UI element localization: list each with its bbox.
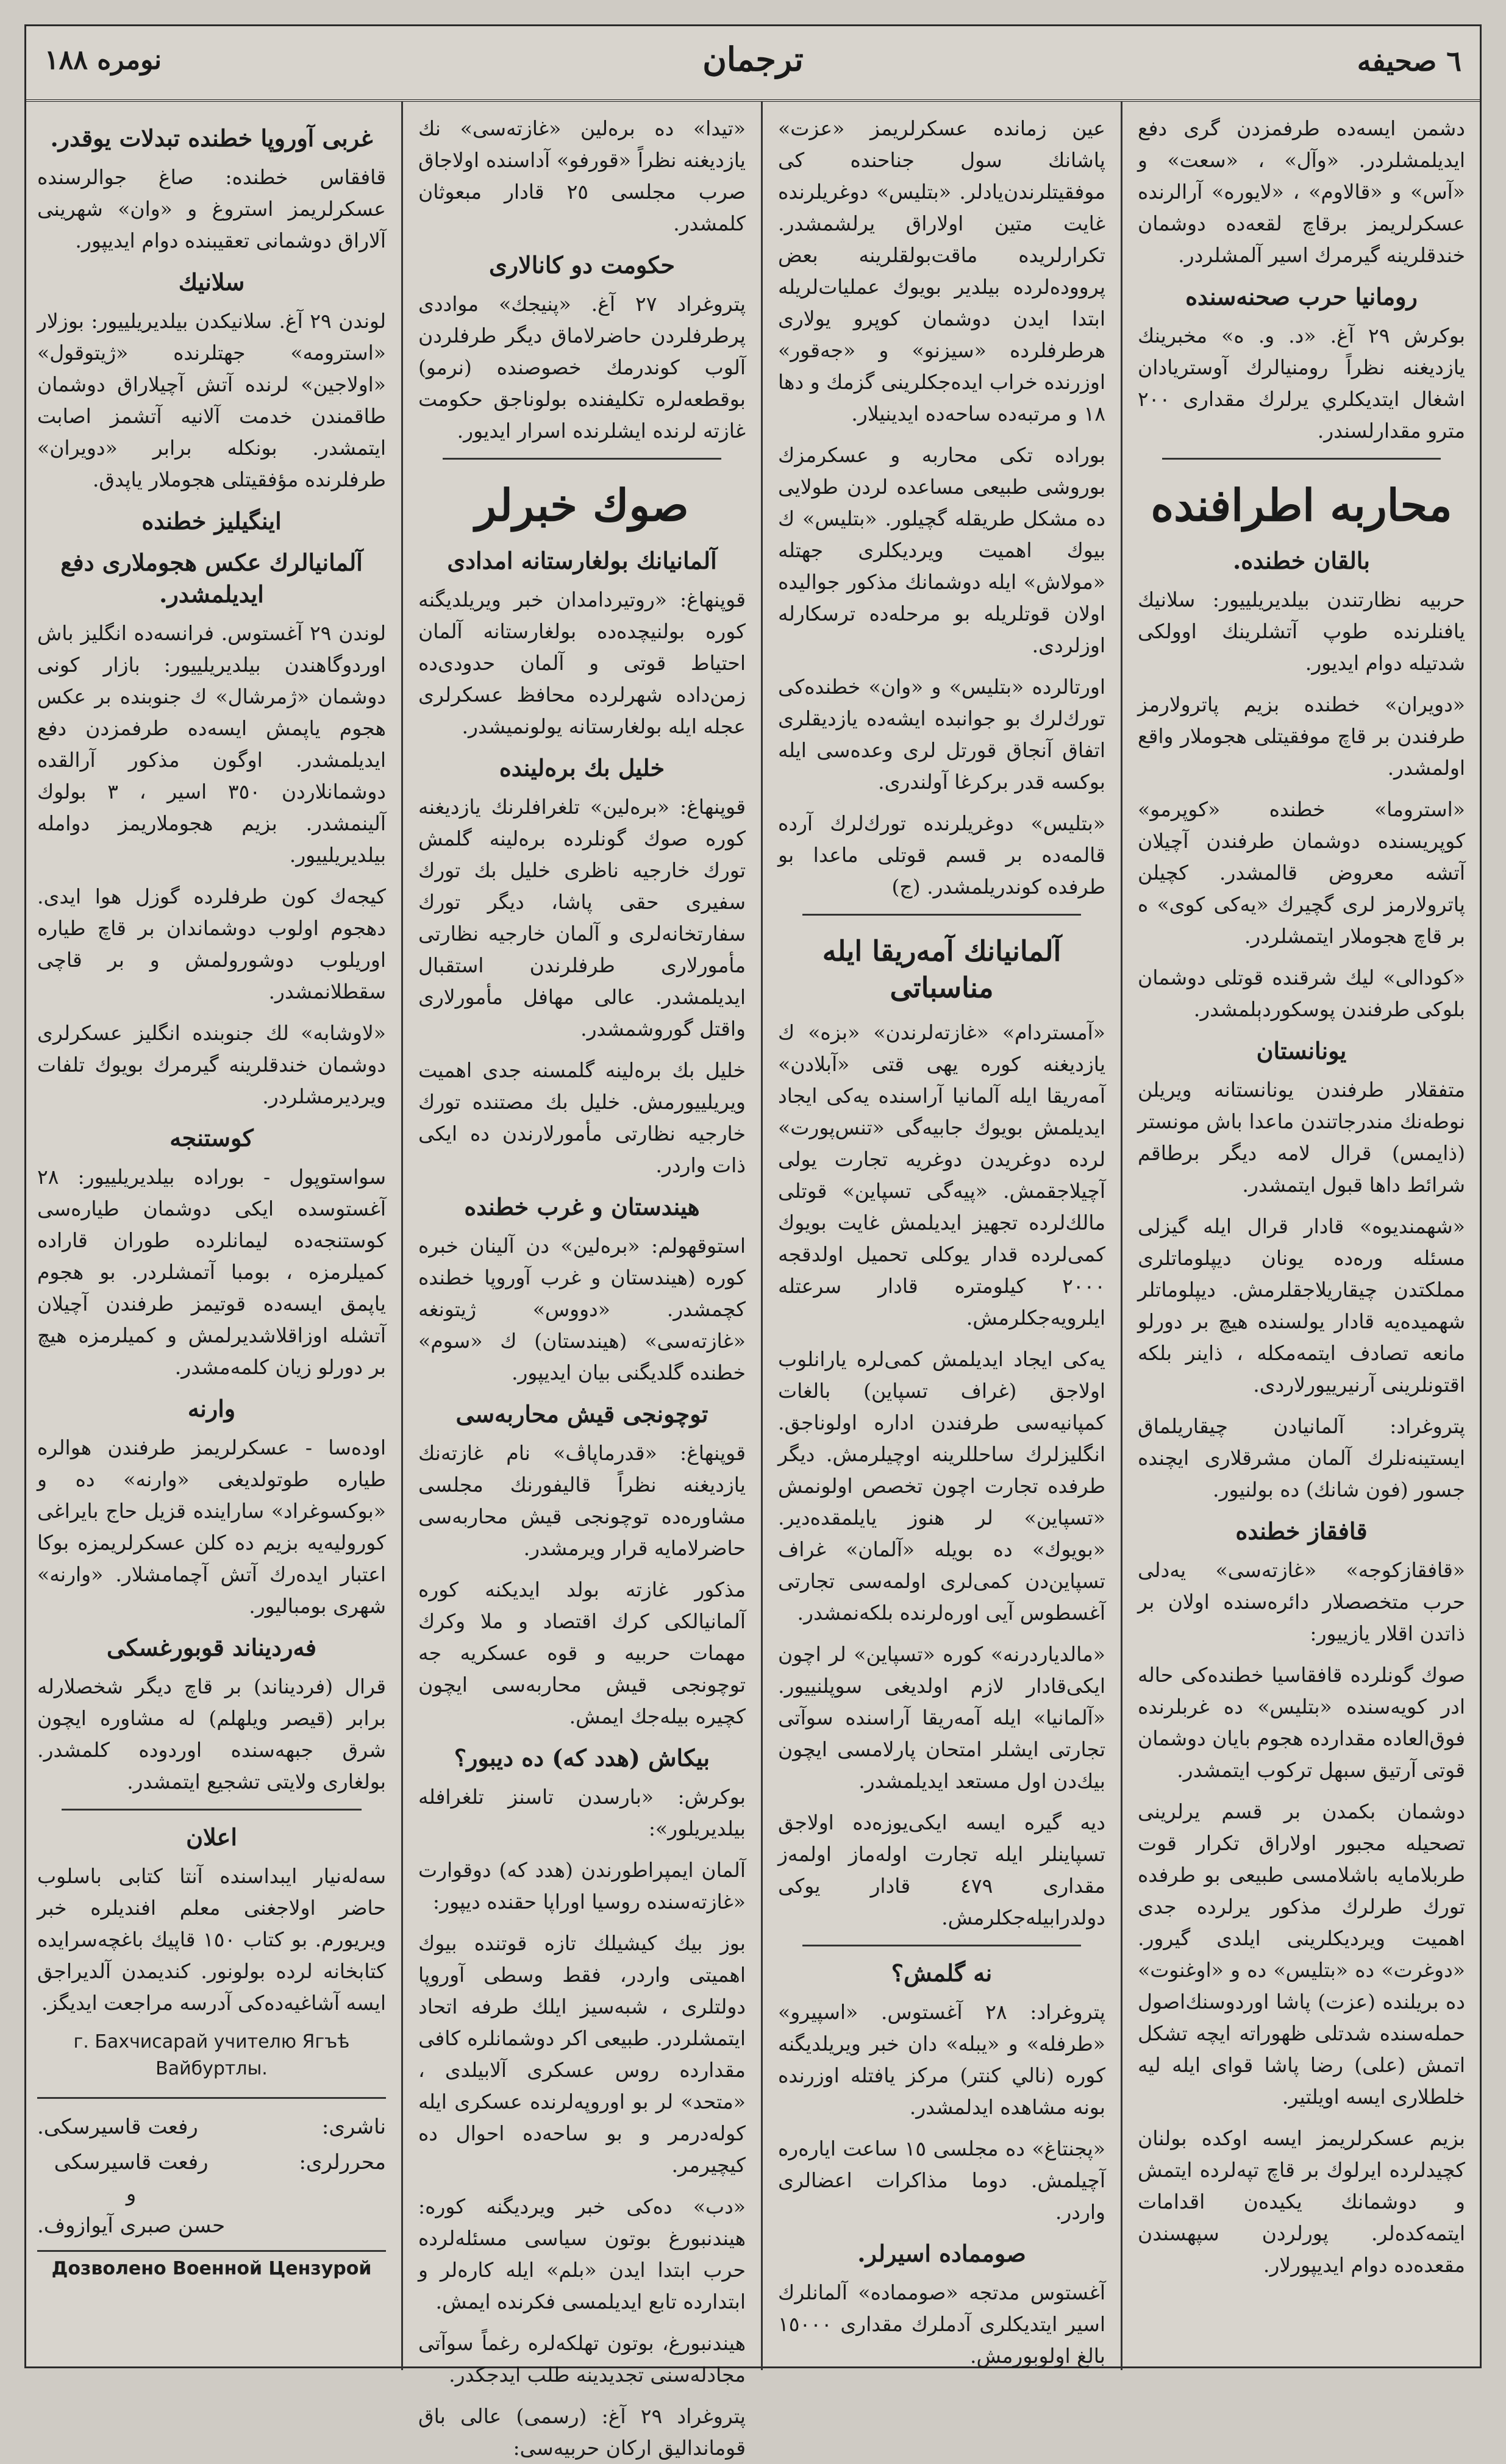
section-subheading: آلمانيالرك عكس هجوملاری دفع ايديلمشدر. (60, 549, 363, 608)
section-heading: آلمانيانك آمه‌ريقا ايله مناسباتی (822, 935, 1062, 1004)
article-text: هيندنبورغ، بوتون تهلكه‌لره رغماً سوآتی مجادله‌سنی تجديدينه طلب ايدجكدر. (418, 2331, 746, 2387)
article-text: حربيه نظارتندن بيلديريلييور: سلانيك يافنلرنده طوپ آتشلرينك اوولكی شدتيله دوام ايديور. (1138, 588, 1465, 675)
column-4 (23, 102, 401, 2370)
divider (802, 914, 1081, 916)
article-text: دوشمان بكمدن بر قسم يرلرينی تصحيله مجبور اولاراق تكرار قوت طربلامايه باشلامسی طبيعی بو طرفده تورك طرلرك مذكور يرلرده جدی اهميت ويرديكلرينی ايلدی گيرور. «دوغرت» ده «بتليس» ده و «اوغنوت» ده بريلنده (عزت) پاشا اوردوسنك‌اصول حمله‌سنده شدتلی ظهوراته ايچه تشكل اتمش (على) رضا پاشا قوای ايله ليه خلطلاری ايسه اويلتير. (1138, 1800, 1465, 2109)
article-text: «دويران» خطنده بزيم پاترولارمز طرفندن بر قاچ موفقيتلی هجوملار واقع اولمشدر. (1138, 693, 1465, 780)
article-text: صوك گونلرده قافقاسيا خطنده‌كی حاله ادر كويه‌سنده «بتليس» ده غربلرنده فوق‌العاده مقدارده هجوم بايان دوشمان قوتی آرتيق سبهل تركوب ايتمشدر. (1138, 1663, 1465, 1782)
section-heading: خليل بك بره‌لينده (499, 754, 665, 782)
issue-number: نومره ١٨٨ (45, 45, 162, 76)
article-text: سواستوپول - بوراده بيلديريلييور: ٢٨ آغستوسده ايكی دوشمان طياره‌سی كوستنجه‌ده ليمانلرده طوران قاراده كميلرمزه ، بومبا آتمشلردر. بو هجوم ياپمق ايسه‌ده قوتيمز طرفندن آچيلان آتشله اوزاقلاشديرلمش و كميلرمزه هيچ بر دورلو زيان كلمه‌مشدر. (37, 1165, 386, 1379)
article-text: «پجنتاغ» ده مجلسی ١٥ ساعت اياره‌ره آچيلمش. دوما مذاكرات اعضالری واردر. (778, 2137, 1105, 2224)
article-text: كيجه‌ك كون طرفلرده گوزل هوا ايدی. دهجوم اولوب دوشماندان بر قاچ طياره اوريلوب دوشورولمش و بر قاچی سقطلانمشدر. (37, 885, 386, 1003)
article-text: بوكرش ٢٩ آغ. «د. و. ه» مخبرينك يازديغنه نظراً رومنيالرك آوستريادان اشغال ايتديكلري يرلرك مقداری ٢٠٠ مترو مقدارلسندر. (1138, 324, 1465, 443)
column-divider (761, 102, 763, 2370)
article-text: خليل بك بره‌لينه گلمسنه جدی اهميت ويريلييورمش. خليل بك مصتنده تورك خارجيه نظارتی مأمورلارندن ده ايكی ذات واردر. (418, 1058, 746, 1177)
section-heading: وارنه (187, 1395, 236, 1422)
section-heading: بيكاش (هدد كه) ده ديبور؟ (454, 1744, 710, 1771)
article-text: بزيم عسكرلريمز ايسه اوكده بولنان كچيدلرده ايرلوك بر قاچ تپه‌لرده ايتمش و دوشمانك يكيده‌ن اقدامات ايتمه‌كده‌لر. پورلردن سپهسندن مقعده‌ده دوام ايديپورلار. (1138, 2126, 1465, 2277)
notice-text: سه‌له‌نيار ايبداسنده آنتا كتابی باسلوب حاضر اولاجغنی معلم افنديلره خبر ويريورم. بو كتاب ١٥٠ قاپيك باغچه‌سرايده كتابخانه لرده بولونور. كنديمدن آلديراجق ايسه آشاغيه‌ده‌كی آدرسه مراجعت ايديگز. (37, 1864, 387, 2015)
section-title: صوك خبرلر (475, 479, 689, 531)
article-text: «بتليس» دوغريلرنده تورك‌لرك آرده قالمه‌ده بر قسم قوتلی ماعدا بو طرفده كوندريلمشدر. (ج) (778, 811, 1105, 899)
section-heading: غربی آوروپا خطنده تبدلات يوقدر. (50, 124, 373, 152)
article-text: مذكور غازته بولد ايديكنه كوره آلمانيالكی كرك اقتصاد و ملا وكرك مهمات حربيه و قوه عسكريه جه توچونجی قيش محاربه‌سی ايچون كچيره بيله‌جك ايمش. (418, 1578, 746, 1728)
article-text: لوندن ٢٩ آغستوس. فرانسه‌ده انگليز باش اوردوگاهندن بيلديريلييور: بازار كونی دوشمان «ژمرشال» ك جنوبنده بر عكس هجوم ياپمش ايسه‌ده طرفمزدن دفع ايديلمشدر. اوگون مذكور آرالقده دوشمانلاردن ٣٥٠ اسير ، ٣ بولوك آلينمشدر. بزيم هجوملاريمز دوامله بيلديريلييور. (37, 621, 386, 867)
imprint (37, 2097, 386, 2241)
section-heading: هيندستان و غرب خطنده (464, 1193, 700, 1220)
masthead: ترجمان (702, 40, 804, 79)
article-text: متفقلار طرفندن يونانستانه ويريلن نوطه‌نك مندرجاتندن ماعدا باش مونستر (ذايمس) قرال لامه ديگر برطاقم شرائط داها قبول ايتمشدر. (1138, 1078, 1465, 1197)
column-divider (401, 102, 403, 2370)
section-heading: اينگيليز خطنده (141, 507, 282, 535)
article-text: پتروغراد: ٢٨ آغستوس. «اسپيرو» «طرفله» و «يبله» دان خبر ويريلديگنه كوره (نالي كنتر) مركز يافتله اوزرنده بونه مشاهده ايدلمشدر. (778, 2000, 1105, 2119)
article-text: قافقاس خطنده: صاغ جوالرسنده عسكرلريمز استروغ و «وان» شهرينی آلاراق دوشمانی تعقيبنده دوام ايديپور. (37, 165, 386, 252)
article-text: «استروما» خطنده «كوپرمو» كوپريسنده دوشمان طرفندن آچيلان آتشه معروض قالمشدر. كچيلن پاترولارمز لری گچيرك «يه‌كی كوی» ه بر قاچ هجوملار ايتمشلردر. (1138, 797, 1465, 948)
article-text: «آمستردام» «غازته‌لرندن» «بزه» ك يازديغنه كوره يهى قتی «آبلادن» آمه‌ريقا ايله آلمانيا آراسنده يه‌كی ايجاد ايديلمش بويوك جابيه‌گی «تنس‌پورت» لرده دوغريدن دوغريه تجارت يولی آچيلاجقمش. «پيه‌گی تسپاين» قوتلی مالك‌لرده تجهيز ايديلمش غايت بويوك كمی‌لرده قدار يوكلی تحميل اولدقجه ٢٠٠٠ كيلومتره قادار سرعتله ايلرويه‌جكلرمش. (778, 1020, 1105, 1330)
article-text: آلمان ايمپراطورندن (هدد كه) دوقوارت «غازته‌سنده روسيا اوراپا حقنده ديپور: (418, 1858, 746, 1914)
article-text: قوپنهاغ: «قدرماپاڤ» نام غازته‌نك يازديغنه نظراً قاليفورنك مجلسی مشاوره‌ده توچونجی قيش محاربه‌سی حاضرلامايه قرار ويرمشدر. (418, 1441, 746, 1560)
article-text: «شهمنديوه» قادار قرال ايله گيزلی مسئله وره‌ده يونان ديپلوماتلری مملكتدن چيقاريلاجقلرمش. ديپلوماتلر شهميده‌يه قادار يولسنده هيچ بر دورلو مانعه تصادف ايتمه‌مكله ، ذاينر بلكه اقتونلرينی آرنيرييورلاردی. (1138, 1214, 1465, 1397)
article-text: يه‌كی ايجاد ايديلمش كمی‌لره يارانلوب اولاجق (غراف تسپاين) بالغات كمپانيه‌سی طرفندن اداره اولوناجق. انگليزلرك ساحللرينه اوچيلرمش. ديگر طرفده تجارت اچون تخصص اولونمش «تسپاين» لر هنوز يايلمقده‌دير. «بويوك» ده بويله «آلمان» غراف تسپاين‌دن كمی‌لری اولمه‌سی تجارتی آغسطوس آيی اوره‌لرنده بلكه‌نمشدر. (778, 1347, 1105, 1625)
article-text: دشمن ايسه‌ده طرفمزدن گری دفع ايديلمشلردر. «وآل» ، «سعت» و «آس» و «قالاوم» ، «لايوره» آرالرنده عسكرلريمز برقاچ لقعه‌ده دوشمان خندقلرينه گيرمرك اسير آلمشلردر. (1138, 116, 1465, 267)
editors-row (37, 2146, 386, 2241)
newspaper-page (24, 24, 1482, 2460)
column-divider (1121, 102, 1122, 2370)
article-text: «لاوشابه» لك جنوبنده انگليز عسكرلری دوشمان خندقلرينه گيرمرك بويوك تلفات ويرديرمشلردر. (37, 1021, 386, 1108)
column-3 (404, 102, 760, 2460)
article-text: «دب» ده‌كی خبر ويرديگنه كوره: هيندنبورغ بوتون سياسی مسئله‌لرده حرب ابتدا ايدن «بلم» ايله كاره‌لر و ابتدارده تابع ايديلمسی فكرنده ايمش. (418, 2195, 746, 2313)
section-heading: فەردیناند قوبورغسكی (107, 1634, 316, 1661)
censor-note: Дозволено Военной Цензурой (37, 2250, 386, 2279)
article-text: «قافقازكوجه» «غازته‌سی» يه‌دلی حرب متخصصلار دائره‌سنده اولان بر ذاتدن اقلار يازييور: (1138, 1558, 1465, 1645)
section-heading: سلانيك (178, 268, 245, 296)
article-text: قوپنهاغ: «بره‌لين» تلغرافلرنك يازديغنه كوره صوك گونلرده بره‌لينه گلمش تورك خارجيه ناظری خليل بك تورك سفيری حقی پاشا، ديگر تورك سفارتخانه‌لری و آلمان خارجيه نظارتی مأمورلاری طرفلرندن استقبال ايديلمشدر. عالی مهافل مأمورلاری واقتل گوروشمشدر. (418, 795, 746, 1041)
article-text: عين زمانده عسكرلريمز «عزت» پاشانك سول جناحنده كی موفقيتلرندن‌يادلر. «بتليس» دوغريلرنده غايت متين اولاراق يرلشمشدر. تكرارلريده ماقت‌بولقلرينه بعض پرووده‌لرده بيلدير بويوك عمليات‌لريله ابتدا ايدن دوشمان كوپرو يولاری هرطرفلرده «سيزنو» و «جه‌قور» اوزرنده خراب ايده‌جكلرينی گزمك و دها ١٨ و مرتبه‌ده ساحه‌ده ايدينيلار. (778, 116, 1105, 426)
divider (1162, 458, 1441, 460)
article-text: «مالدياردرنه» كوره «تسپاين» لر اچون ايكی‌قادار لازم اولديغی سوپلنييور. «آلمانيا» ايله آمه‌ريقا آراسنده سوآتی تجارتی ايشلر امتحان پارلامسی ايچون بيك‌دن اول مستعد ايديلمشدر. (778, 1642, 1105, 1793)
article-text: «تيدا» ده بره‌لين «غازته‌سی» نك يازديغنه نظراً «قورفو» آداسنده اولاجاق صرب مجلسی ٢٥ قادار مبعوثان كلمشدر. (418, 116, 746, 235)
article-text: اورتالرده «بتليس» و «وان» خطنده‌كی تورك‌لرك بو جوانبده ايشه‌ده يازديقلری اتفاق آنجاق قورتل لری وعده‌سی ايله بوكسه قدر بركرغا آولندری. (778, 675, 1105, 794)
section-heading: حكومت دو كانالاری (488, 251, 676, 279)
column-2 (763, 102, 1120, 2370)
notice-heading: اعلان (186, 1823, 237, 1851)
article-text: قرال (فرديناند) بر قاچ ديگر شخصلارله برابر (قيصر ويلهلم) له مشاوره ايچون شرق جبهه‌سنده اوردوده كلمشدر. بولغاری ولايتی تشجيع ايتمشدر. (37, 1675, 386, 1793)
page-label: ٦ صحيفه (1357, 45, 1461, 77)
article-text: بوز بيك كيشيلك تازه قوتنده بيوك اهميتی واردر، فقط وسطی آوروپا دولتلری ، شبه‌سيز ايلك طرفه اتحاد ايتمشلردر. طبيعی اكر دوشمانلره كافی مقدارده روس عسكری آلابيلدی ، «متحد» لر بو اوروپه‌لرنده عسكری ايله كوله‌درمر و بو ساحه‌ده احوال ده كيچيرمر. (418, 1931, 746, 2177)
article-text: لوندن ٢٩ آغ. سلانيكدن بيلديريلييور: بوزلار «استرومه» جهتلرنده «ژيتوقول» «اولاجين» لرنده آتش آچيلاراق دوشمان طاقمندن خدمت آلانيه آتشمز اصابت ايتمشدر. بونكله برابر «دويران» طرفلرنده مؤفقيتلی هجوملار ياپدق. (37, 309, 386, 491)
divider (62, 1809, 362, 1811)
article-text: بوراده تكی محاربه و عسكرمزك بوروشی طبيعی مساعده لردن طولايی ده مشكل طريقله گچيلور. «بتليس» ك بيوك اهميت ويرديكلری جهتله «مولاش» ايله دوشمانك مذكور جوالیده اولان قوتلريله بو مرحله‌ده ترسكارله اوزلردی. (778, 443, 1105, 657)
section-heading: يونانستان (1256, 1037, 1347, 1064)
article-text: قوپنهاغ: «روتيردامدان خبر ويريلديگنه كوره بولنيچده‌ده بولغارستانه آلمان احتياط قوتی و آلمان حدودی‌ده زمن‌داده شهرلرده محافظ عسكرلری عجله ايله بولغارستانه يولونميشدر. (418, 588, 746, 738)
divider (443, 458, 721, 460)
article-text: پتروغراد ٢٧ آغ. «پنيجك» مواددی پرطرفلردن حاضرلاماق ديگر طرفلردن آلوب كوندرمك خصوصنده (نرمو) بوقطعه‌لره تكليفنده بولوناجق حكومت غازته لرنده ايشلرنده اسرار ايديور. (418, 292, 746, 443)
publisher-label: ناشری: (321, 2115, 386, 2139)
article-text: استوقهولم: «بره‌لين» دن آلينان خبره كوره (هيندستان و غرب آوروپا خطنده كچمشدر. «دووس» ژيتونغه «غازته‌سی» (هيندستان) ك «سوم» خطنده گلديگنی بيان ايديپور. (418, 1234, 746, 1384)
section-heading: نه گلمش؟ (891, 1959, 993, 1987)
columns (26, 102, 1480, 2460)
article-text: پتروغراد ٢٩ آغ: (رسمی) عالی باق قومانداليق اركان حربيه‌سی: (418, 2404, 746, 2460)
publisher-value: رفعت قاسيرسكی. (37, 2115, 198, 2139)
publisher-row (37, 2111, 386, 2143)
editors-value (37, 2146, 225, 2241)
section-heading: توچونجی قيش محاربه‌سی (455, 1400, 708, 1428)
article-text: پتروغراد: آلمانيادن چيقاريلماق ايستينه‌نلرك آلمان مشرقلاری ايچنده جسور (فون شانك) ده بولنيور. (1138, 1414, 1465, 1501)
section-heading: رومانيا حرب صحنه‌سنده (1185, 283, 1418, 310)
section-title: محاربه اطرافنده (1151, 479, 1452, 531)
section-heading: قافقاز خطنده (1235, 1517, 1368, 1545)
article-text: آغستوس مدتجه «صومماده» آلمانلرك اسير ايتديكلری آدملرك مقداری ١٥٠٠٠ بالغ اولوبورمش. (778, 2281, 1105, 2368)
editors-label: محررلری: (299, 2150, 386, 2174)
column-1 (1123, 102, 1480, 2370)
page-header (26, 26, 1480, 102)
article-text: ديه گيره ايسه ايكی‌يوزه‌ده اولاجق تسپاينلر ايله تجارت اوله‌ماز اولمه‌ز مقداری ٤٧٩ قادار يوكی دولدرابيله‌جكلرمش. (778, 1811, 1105, 1929)
section-heading: صومماده اسيرلر. (857, 2240, 1026, 2267)
article-text: «كودالی» ليك شرقنده قوتلی دوشمان بلوكی طرفندن پوسكوردېلمشدر. (1138, 966, 1465, 1021)
editors-conjunction: و (126, 2182, 137, 2206)
divider (802, 1945, 1081, 1946)
editor-name: حسن صبری آيوازوف. (37, 2213, 226, 2238)
notice-address: г. Бахчисарай учителю Ягъѣ Вайбуртлы. (73, 2031, 350, 2079)
article-text: اوده‌سا - عسكرلريمز طرفندن هوالره طياره طوتولديغی «وارنه» ده و «بوكسوغراد» ساراينده قزيل حاج بايراغی كوروليه‌يه بزيم ده كلن عسكرلريمزه بوكا اعتبار ايده‌رك آتش آچمامشلار. «وارنه» شهری بومباليور. (37, 1436, 386, 1618)
section-heading: كوستنجه (170, 1124, 254, 1152)
editor-name: رفعت قاسيرسكی (54, 2150, 209, 2174)
section-heading: بالقان خطنده. (1233, 547, 1370, 574)
section-heading: آلمانيانك بولغارستانه امدادی (447, 547, 717, 574)
article-text: بوكرش: «بارسدن تاسنز تلغرافله بيلديريلور»: (418, 1785, 746, 1840)
